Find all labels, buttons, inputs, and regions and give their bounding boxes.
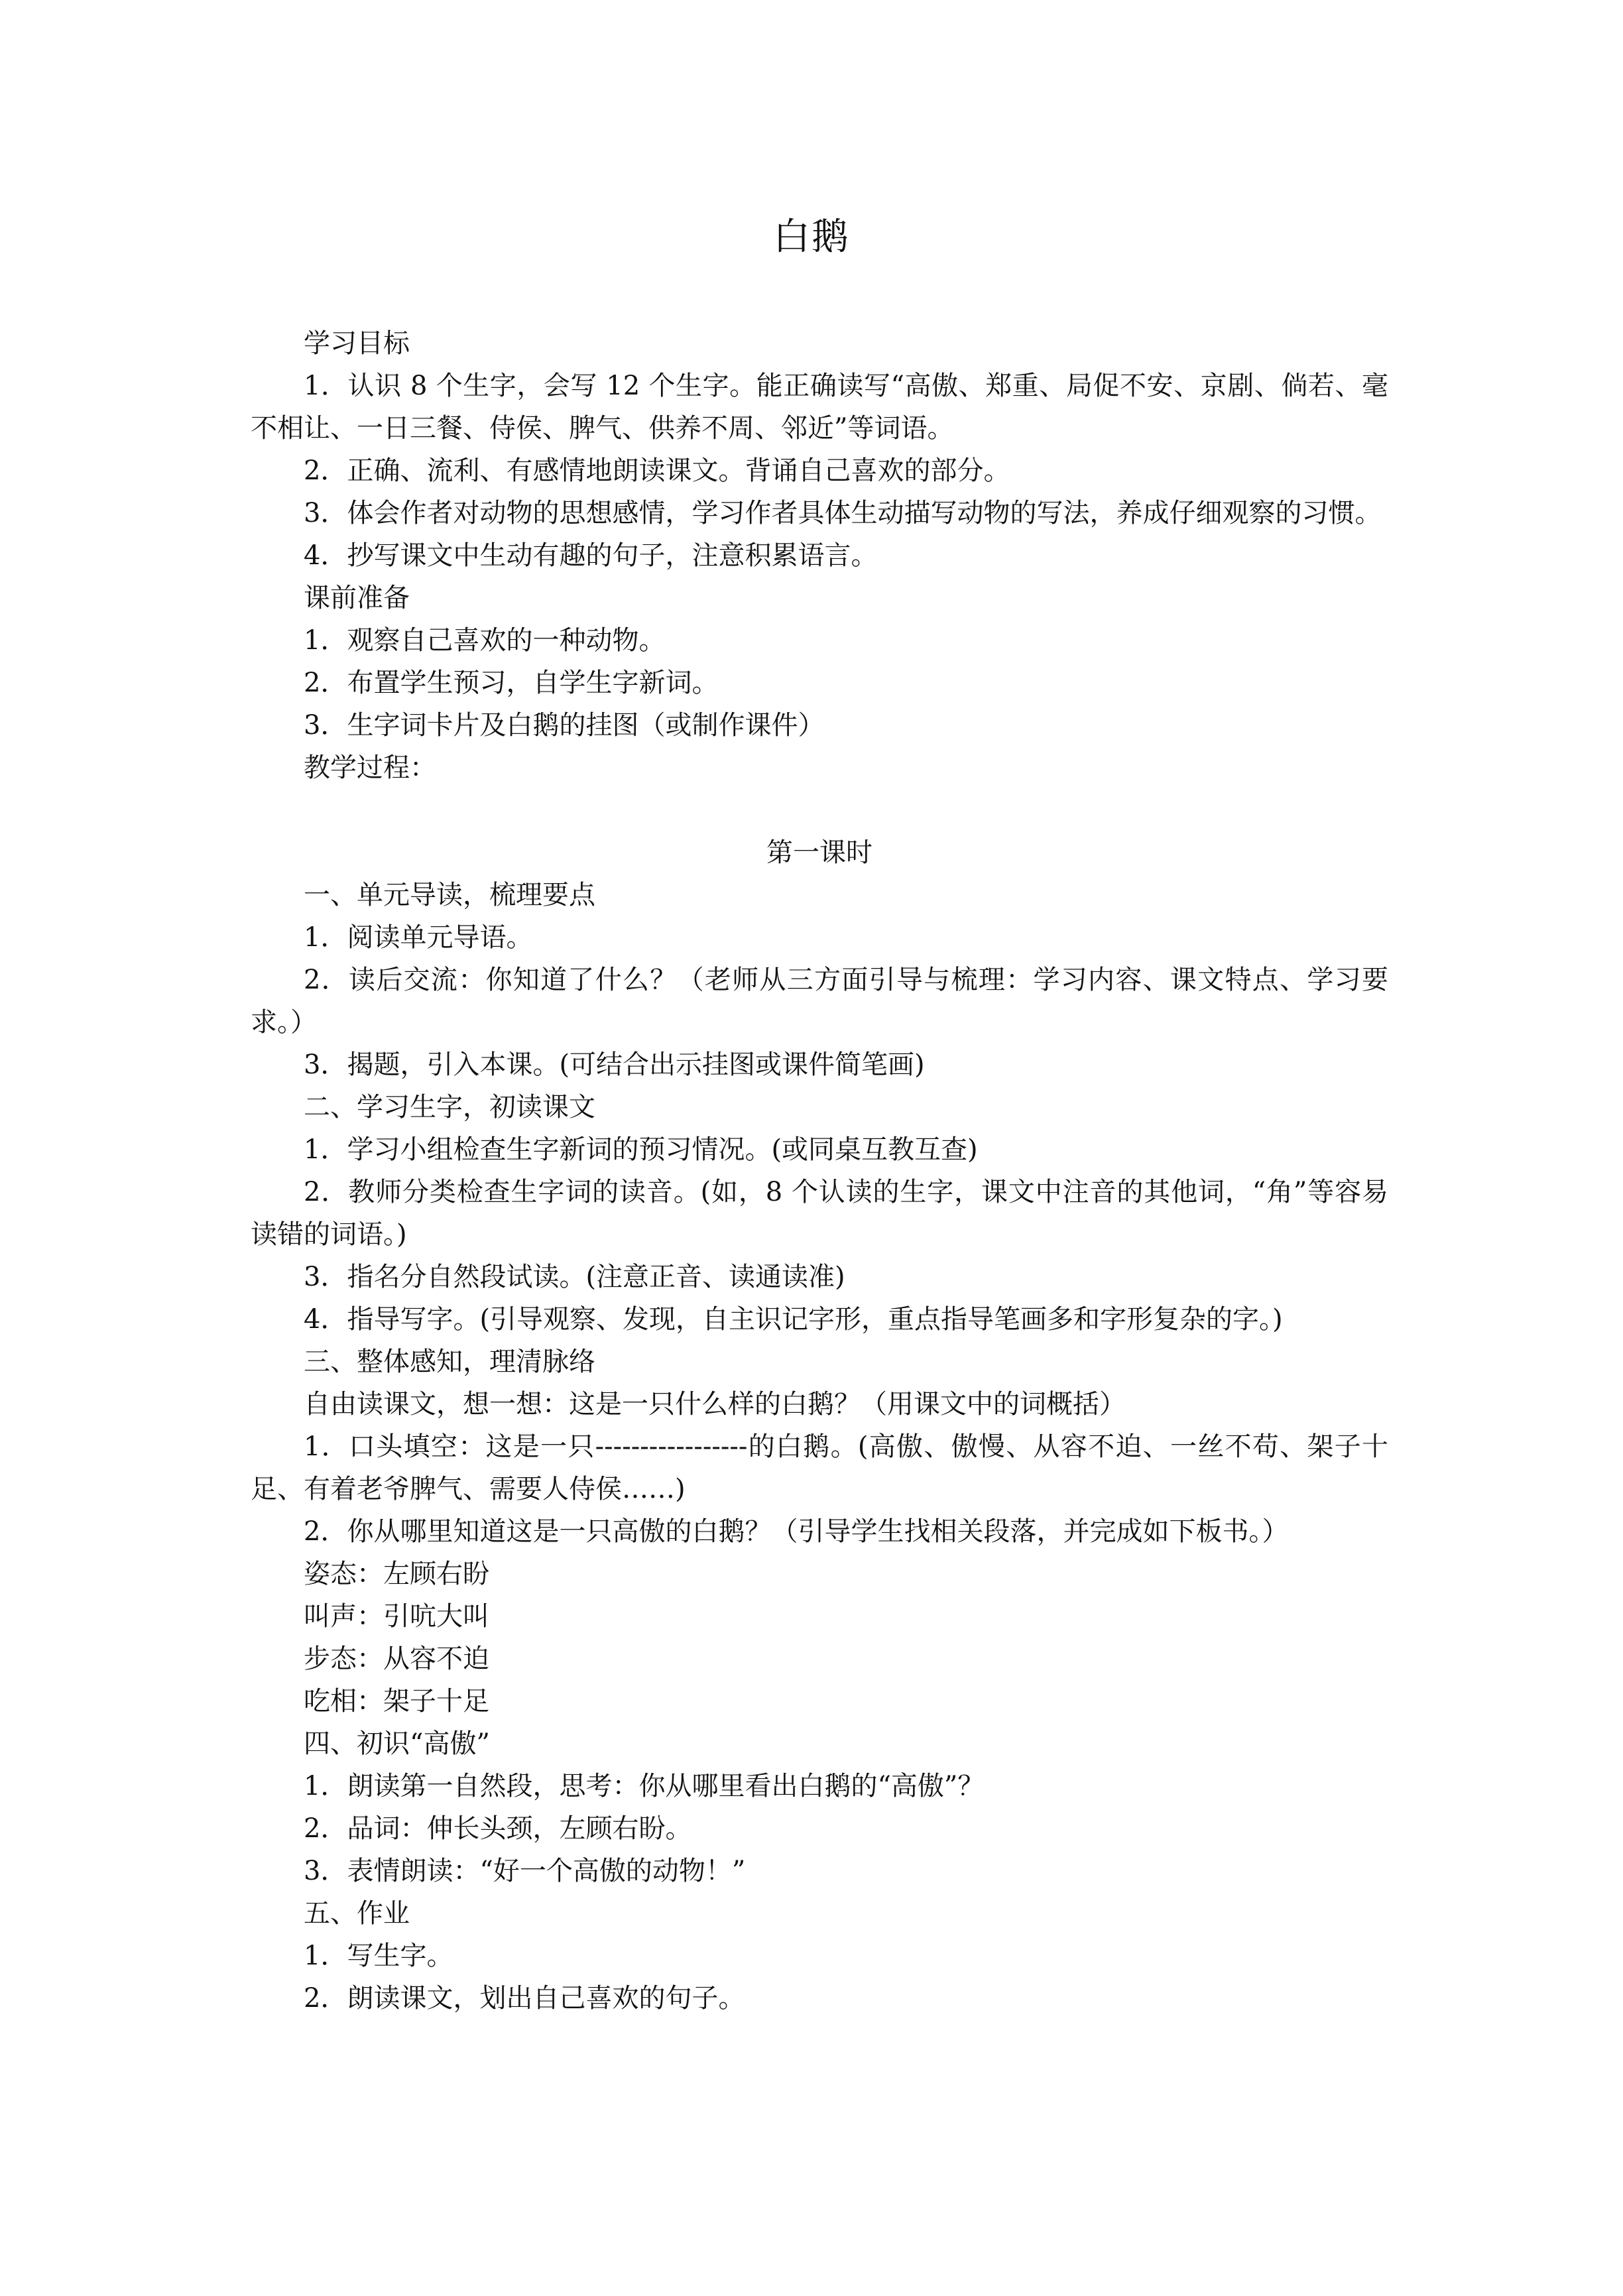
section-item: 1．写生字。 [304, 1941, 453, 1971]
heading-learning-goals: 学习目标 [304, 328, 410, 359]
prep-item: 1．观察自己喜欢的一种动物。 [304, 625, 666, 656]
section-title: 第一课时 [766, 837, 872, 868]
section-heading: 一、单元导读，梳理要点 [304, 880, 595, 910]
section-item: 3．揭题，引入本课。(可结合出示挂图或课件简笔画) [304, 1050, 925, 1080]
section-item: 1．阅读单元导语。 [304, 922, 533, 953]
goal-item: 3．体会作者对动物的思想感情，学习作者具体生动描写动物的写法，养成仔细观察的习惯。 [304, 498, 1382, 528]
prep-item: 3．生字词卡片及白鹅的挂图（或制作课件） [304, 710, 825, 741]
document-title: 白鹅 [773, 215, 850, 259]
prep-item: 2．布置学生预习，自学生字新词。 [304, 668, 719, 698]
section-item: 1．朗读第一自然段，思考：你从哪里看出白鹅的“高傲”？ [304, 1771, 985, 1801]
section-item: 1．口头填空：这是一只-----------------的白鹅。(高傲、傲慢、从容不迫、一丝不苟、架子十足、有着老爷脾气、需要人侍侯……) [251, 1431, 1388, 1504]
section-item: 自由读课文，想一想：这是一只什么样的白鹅？（用课文中的词概括） [304, 1389, 1126, 1420]
section-heading: 二、学习生字，初读课文 [304, 1092, 595, 1122]
heading-process: 教学过程： [304, 753, 436, 783]
goal-item: 1．认识 8 个生字，会写 12 个生字。能正确读写“高傲、郑重、局促不安、京剧、倘若、毫不相让、一日三餐、侍侯、脾气、供养不周、邻近”等词语。 [251, 371, 1388, 444]
board-item: 吃相：架子十足 [304, 1686, 489, 1717]
spacer [251, 789, 1388, 831]
section-item: 2．你从哪里知道这是一只高傲的白鹅？（引导学生找相关段落，并完成如下板书。） [304, 1516, 1289, 1547]
board-item: 步态：从容不迫 [304, 1644, 489, 1674]
goal-item: 4．抄写课文中生动有趣的句子，注意积累语言。 [304, 540, 878, 571]
board-item: 姿态：左顾右盼 [304, 1559, 489, 1589]
section-item: 2．读后交流：你知道了什么？（老师从三方面引导与梳理：学习内容、课文特点、学习要求。） [251, 965, 1388, 1038]
section-item: 1．学习小组检查生字新词的预习情况。(或同桌互教互查) [304, 1134, 978, 1165]
section-item: 4．指导写字。(引导观察、发现，自主识记字形，重点指导笔画多和字形复杂的字。) [304, 1304, 1283, 1335]
section-item: 3．表情朗读：“好一个高傲的动物！” [304, 1856, 746, 1886]
board-item: 叫声：引吭大叫 [304, 1601, 489, 1632]
section-item: 2．教师分类检查生字词的读音。(如，8 个认读的生字，课文中注音的其他词，“角”等容易读错的词语。) [251, 1177, 1388, 1250]
section-item: 2．朗读课文，划出自己喜欢的句子。 [304, 1983, 745, 2014]
document-body [251, 322, 1388, 2020]
goal-item: 2．正确、流利、有感情地朗读课文。背诵自己喜欢的部分。 [304, 455, 1010, 486]
section-item: 3．指名分自然段试读。(注意正音、读通读准) [304, 1262, 845, 1292]
section-heading: 五、作业 [304, 1898, 410, 1929]
heading-preparation: 课前准备 [304, 583, 410, 613]
section-heading: 三、整体感知，理清脉络 [304, 1347, 595, 1377]
section-heading: 四、初识“高傲” [304, 1728, 490, 1759]
section-item: 2．品词：伸长头颈，左顾右盼。 [304, 1813, 692, 1844]
